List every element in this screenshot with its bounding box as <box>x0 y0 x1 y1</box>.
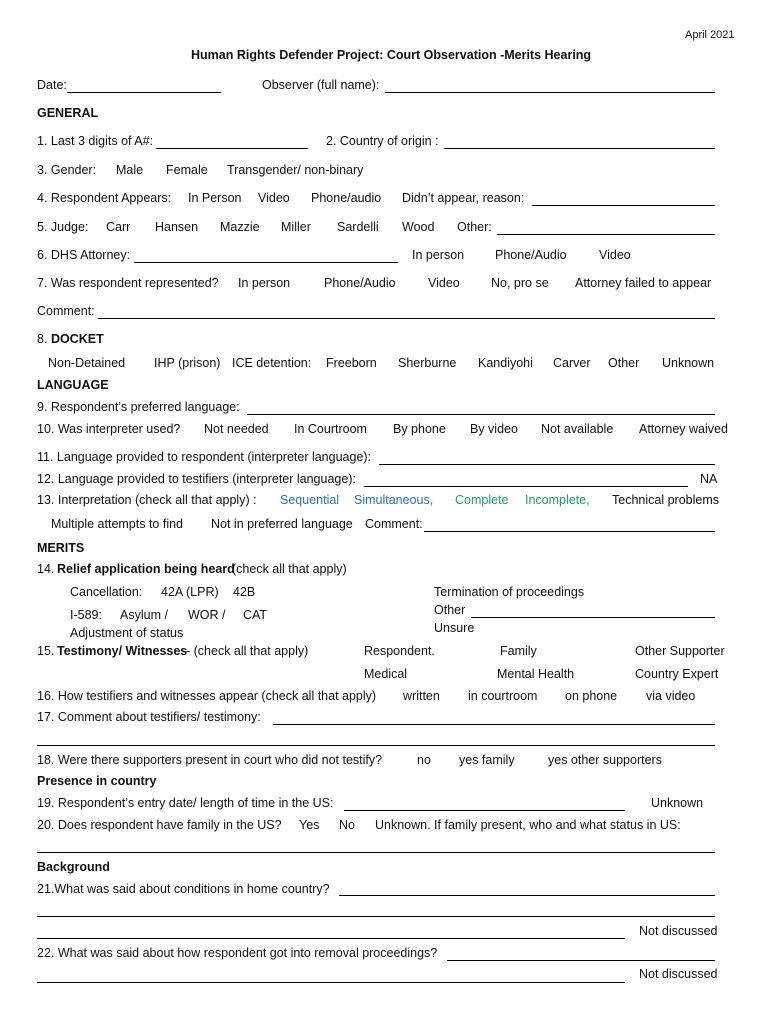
general-comment-field[interactable] <box>98 318 715 319</box>
judge-carr[interactable]: Carr <box>106 220 131 234</box>
q22-label: 22. What was said about how respondent got into removal proceedings? <box>37 946 438 960</box>
appear-written[interactable]: written <box>403 689 440 703</box>
docket-kandiyohi[interactable]: Kandiyohi <box>478 356 533 370</box>
dhs-attorney-field[interactable] <box>134 262 398 263</box>
witness-country-expert[interactable]: Country Expert <box>635 667 719 681</box>
family-status-field[interactable] <box>37 852 715 853</box>
judge-miller[interactable]: Miller <box>281 220 311 234</box>
q5-label: 5. Judge: <box>37 220 89 234</box>
interp-sequential[interactable]: Sequential <box>280 493 340 507</box>
testifier-interp-language-field[interactable] <box>364 486 688 487</box>
section-background: Background <box>37 860 110 874</box>
q14-number: 14. <box>37 562 55 576</box>
relief-i589: I-589: <box>70 608 102 622</box>
q13-label: 13. Interpretation (check all that apply) : <box>37 493 257 507</box>
family-yes[interactable]: Yes <box>299 818 320 832</box>
q15-bold-label: Testimony/ Witnesses <box>57 644 188 658</box>
judge-other-field[interactable] <box>497 234 715 235</box>
docket-ice-detention[interactable]: ICE detention: <box>232 356 312 370</box>
docket-non-detained[interactable]: Non-Detained <box>48 356 126 370</box>
judge-mazzie[interactable]: Mazzie <box>220 220 260 234</box>
witness-other-supporter[interactable]: Other Supporter <box>635 644 725 658</box>
appear-in-courtroom[interactable]: in courtroom <box>468 689 538 703</box>
country-of-origin-field[interactable] <box>444 148 715 149</box>
relief-asylum[interactable]: Asylum / <box>120 608 168 622</box>
docket-other[interactable]: Other <box>608 356 640 370</box>
q4-label: 4. Respondent Appears: <box>37 191 172 205</box>
interp-not-available[interactable]: Not available <box>541 422 614 436</box>
removal-proceedings-line-2[interactable] <box>37 982 625 983</box>
appear-on-phone[interactable]: on phone <box>565 689 618 703</box>
observer-field[interactable] <box>385 92 715 93</box>
q22-not-discussed[interactable]: Not discussed <box>639 967 718 981</box>
date-label: Date: <box>37 78 67 92</box>
option-transgender[interactable]: Transgender/ non-binary <box>227 163 364 177</box>
removal-proceedings-field[interactable] <box>447 960 715 961</box>
interp-incomplete[interactable]: Incomplete, <box>525 493 590 507</box>
section-docket: DOCKET <box>51 332 104 346</box>
comment-label: Comment: <box>37 304 95 318</box>
interp-complete[interactable]: Complete <box>455 493 509 507</box>
interp-in-courtroom[interactable]: In Courtroom <box>294 422 367 436</box>
q11-label: 11. Language provided to respondent (interpreter language): <box>37 450 372 464</box>
q20-label: 20. Does respondent have family in the US? <box>37 818 282 832</box>
home-country-line-3[interactable] <box>37 938 625 939</box>
option-video[interactable]: Video <box>258 191 290 205</box>
q15-number: 15. <box>37 644 55 658</box>
option-phone-audio[interactable]: Phone/audio <box>311 191 382 205</box>
q8-number: 8. <box>37 332 48 346</box>
interp-not-preferred[interactable]: Not in preferred language <box>211 517 353 531</box>
family-unknown[interactable]: Unknown. If family present, who and what status in US: <box>375 818 681 832</box>
interp-comment-label: Comment: <box>365 517 423 531</box>
witness-family[interactable]: Family <box>500 644 537 658</box>
q10-label: 10. Was interpreter used? <box>37 422 181 436</box>
witness-medical[interactable]: Medical <box>364 667 408 681</box>
docket-freeborn[interactable]: Freeborn <box>326 356 377 370</box>
testimony-comment-line-2[interactable] <box>37 745 715 746</box>
q2-label: 2. Country of origin : <box>326 134 439 148</box>
supporters-yes-family[interactable]: yes family <box>459 753 515 767</box>
preferred-language-field[interactable] <box>247 414 715 415</box>
interp-technical-problems[interactable]: Technical problems <box>612 493 719 507</box>
relief-cat[interactable]: CAT <box>243 608 268 622</box>
dhs-in-person[interactable]: In person <box>412 248 465 262</box>
witness-mental-health[interactable]: Mental Health <box>497 667 575 681</box>
interp-by-video[interactable]: By video <box>470 422 518 436</box>
section-language: LANGUAGE <box>37 378 109 392</box>
interp-by-phone[interactable]: By phone <box>393 422 446 436</box>
date-field[interactable] <box>67 92 221 93</box>
relief-other[interactable]: Other <box>434 603 466 617</box>
q3-label: 3. Gender: <box>37 163 97 177</box>
judge-other[interactable]: Other: <box>457 220 492 234</box>
q12-na[interactable]: NA <box>700 472 718 486</box>
q14-bold-label: Relief application being heard <box>57 562 235 576</box>
docket-sherburne[interactable]: Sherburne <box>398 356 457 370</box>
q16-label: 16. How testifiers and witnesses appear (check all that apply) <box>37 689 377 703</box>
section-presence: Presence in country <box>37 774 157 788</box>
q18-label: 18. Were there supporters present in court who did not testify? <box>37 753 383 767</box>
testimony-comment-field[interactable] <box>273 724 715 725</box>
option-in-person[interactable]: In Person <box>188 191 242 205</box>
reason-field[interactable] <box>532 205 715 206</box>
judge-hansen[interactable]: Hansen <box>155 220 199 234</box>
home-country-field[interactable] <box>339 895 715 896</box>
docket-ihp[interactable]: IHP (prison) <box>154 356 221 370</box>
interp-simultaneous[interactable]: Simultaneous, <box>354 493 434 507</box>
rep-pro-se[interactable]: No, pro se <box>491 276 549 290</box>
form-title: Human Rights Defender Project: Court Observation -Merits Hearing <box>191 48 592 62</box>
q21-not-discussed[interactable]: Not discussed <box>639 924 718 938</box>
relief-termination[interactable]: Termination of proceedings <box>434 585 585 599</box>
relief-cancellation: Cancellation: <box>70 585 143 599</box>
rep-phone-audio[interactable]: Phone/Audio <box>324 276 396 290</box>
relief-42a[interactable]: 42A (LPR) <box>161 585 219 599</box>
option-female[interactable]: Female <box>166 163 208 177</box>
option-male[interactable]: Male <box>116 163 144 177</box>
entry-unknown[interactable]: Unknown <box>651 796 704 810</box>
relief-42b[interactable]: 42B <box>233 585 256 599</box>
q12-label: 12. Language provided to testifiers (interpreter language): <box>37 472 356 486</box>
section-merits: MERITS <box>37 541 85 555</box>
q17-label: 17. Comment about testifiers/ testimony: <box>37 710 261 724</box>
q9-label: 9. Respondent’s preferred language: <box>37 400 240 414</box>
relief-adjustment[interactable]: Adjustment of status <box>70 626 184 640</box>
observer-label: Observer (full name): <box>262 78 380 92</box>
q21-label: 21.What was said about conditions in home country? <box>37 882 330 896</box>
appear-via-video[interactable]: via video <box>646 689 696 703</box>
q15-rest-label: - (check all that apply) <box>186 644 309 658</box>
witness-respondent[interactable]: Respondent. <box>364 644 435 658</box>
relief-other-field[interactable] <box>471 617 715 618</box>
option-didnt-appear[interactable]: Didn’t appear, reason: <box>402 191 525 205</box>
relief-unsure[interactable]: Unsure <box>434 621 475 635</box>
a-number-field[interactable] <box>156 148 308 149</box>
rep-in-person[interactable]: In person <box>238 276 291 290</box>
dhs-phone-audio[interactable]: Phone/Audio <box>495 248 567 262</box>
respondent-interp-language-field[interactable] <box>379 464 715 465</box>
docket-unknown[interactable]: Unknown <box>662 356 715 370</box>
home-country-line-2[interactable] <box>37 916 715 917</box>
q7-label: 7. Was respondent represented? <box>37 276 219 290</box>
interp-attorney-waived[interactable]: Attorney waived <box>639 422 728 436</box>
form-date: April 2021 <box>685 29 735 41</box>
rep-video[interactable]: Video <box>428 276 460 290</box>
judge-sardelli[interactable]: Sardelli <box>337 220 379 234</box>
q14-rest-label: (check all that apply) <box>232 562 347 576</box>
family-no[interactable]: No <box>339 818 355 832</box>
supporters-yes-other[interactable]: yes other supporters <box>548 753 662 767</box>
supporters-no[interactable]: no <box>417 753 431 767</box>
q1-label: 1. Last 3 digits of A#: <box>37 134 154 148</box>
docket-carver[interactable]: Carver <box>553 356 591 370</box>
rep-attorney-failed[interactable]: Attorney failed to appear <box>575 276 712 290</box>
judge-wood[interactable]: Wood <box>402 220 435 234</box>
relief-wor[interactable]: WOR / <box>188 608 226 622</box>
interp-multiple-attempts[interactable]: Multiple attempts to find <box>51 517 184 531</box>
interp-comment-field[interactable] <box>424 531 715 532</box>
section-general: GENERAL <box>37 106 99 120</box>
dhs-video[interactable]: Video <box>599 248 631 262</box>
q19-label: 19. Respondent’s entry date/ length of time in the US: <box>37 796 334 810</box>
q6-label: 6. DHS Attorney: <box>37 248 131 262</box>
entry-date-field[interactable] <box>344 810 625 811</box>
interp-not-needed[interactable]: Not needed <box>204 422 269 436</box>
